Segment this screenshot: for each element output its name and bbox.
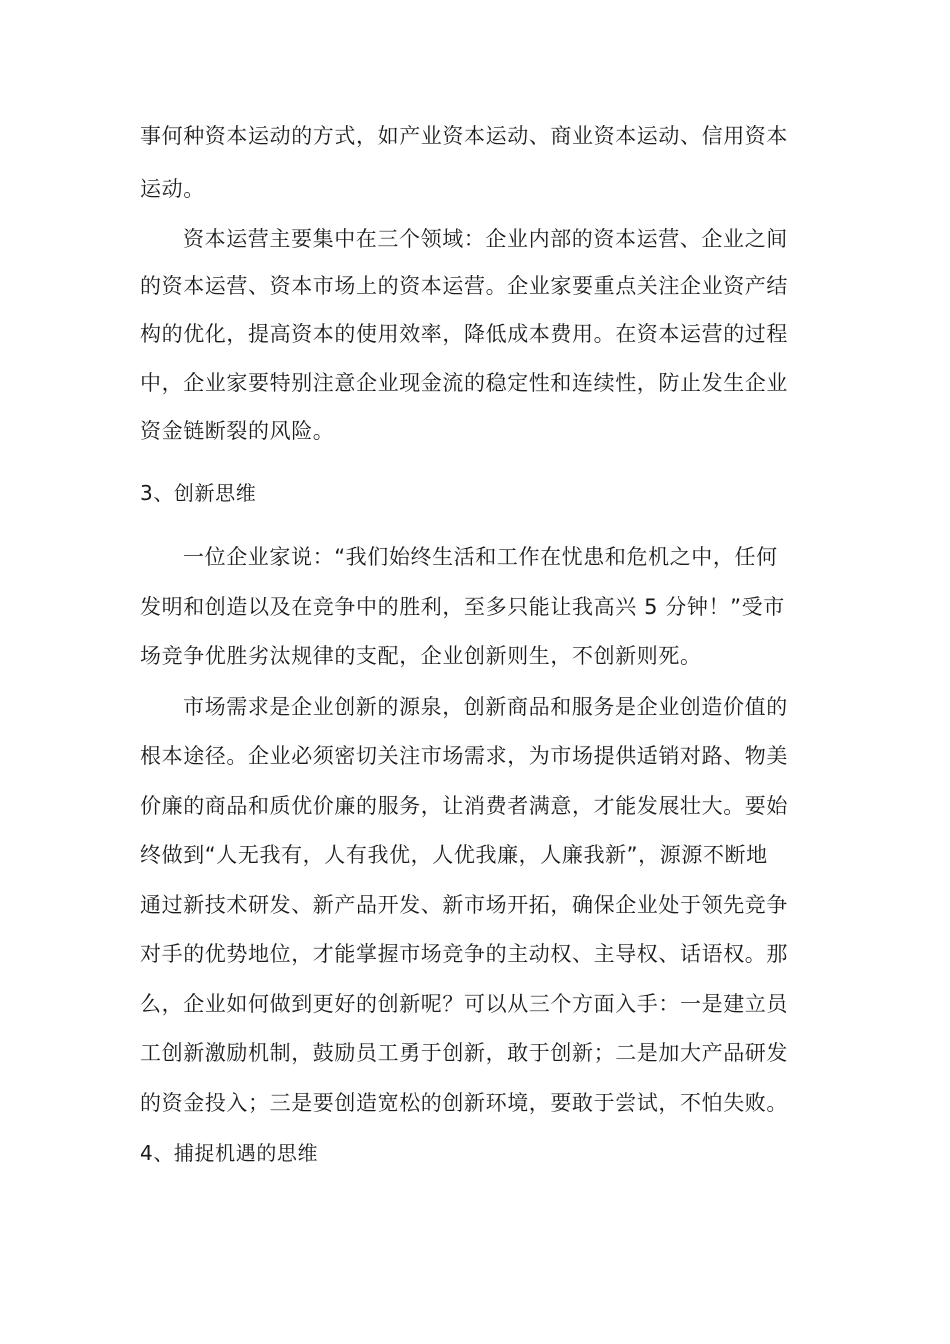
paragraph-line: 运动。 — [140, 177, 205, 201]
paragraph-line: 发明和创造以及在竞争中的胜利，至多只能让我高兴 5 分钟！”受市 — [140, 595, 785, 619]
paragraph-line: 工创新激励机制，鼓励员工勇于创新，敢于创新；二是加大产品研发 — [140, 1041, 788, 1065]
paragraph-line: 构的优化，提高资本的使用效率，降低成本费用。在资本运营的过程 — [140, 322, 788, 346]
paragraph-line: 么，企业如何做到更好的创新呢？可以从三个方面入手：一是建立员 — [140, 992, 788, 1016]
paragraph-line: 中，企业家要特别注意企业现金流的稳定性和连续性，防止发生企业 — [140, 371, 788, 395]
section-heading: 3、创新思维 — [140, 481, 257, 505]
paragraph-line: 价廉的商品和质优价廉的服务，让消费者满意，才能发展壮大。要始 — [140, 794, 788, 818]
paragraph-line: 资本运营主要集中在三个领域：企业内部的资本运营、企业之间 — [183, 227, 788, 251]
paragraph-line: 的资本运营、资本市场上的资本运营。企业家要重点关注企业资产结 — [140, 274, 788, 298]
paragraph-line: 根本途径。企业必须密切关注市场需求，为市场提供适销对路、物美 — [140, 744, 788, 768]
paragraph-line: 终做到“人无我有，人有我优，人优我廉，人廉我新”，源源不断地 — [140, 843, 768, 867]
paragraph-line: 资金链断裂的风险。 — [140, 419, 335, 443]
section-heading: 4、捕捉机遇的思维 — [140, 1141, 319, 1165]
paragraph-line: 事何种资本运动的方式，如产业资本运动、商业资本运动、信用资本 — [140, 124, 788, 148]
paragraph-line: 一位企业家说：“我们始终生活和工作在忧患和危机之中，任何 — [183, 545, 778, 569]
paragraph-line: 对手的优势地位，才能掌握市场竞争的主动权、主导权、话语权。那 — [140, 942, 788, 966]
paragraph-line: 的资金投入；三是要创造宽松的创新环境，要敢于尝试，不怕失败。 — [140, 1091, 788, 1115]
paragraph-line: 通过新技术研发、新产品开发、新市场开拓，确保企业处于领先竞争 — [140, 893, 788, 917]
paragraph-line: 市场需求是企业创新的源泉，创新商品和服务是企业创造价值的 — [183, 695, 788, 719]
paragraph-line: 场竞争优胜劣汰规律的支配，企业创新则生，不创新则死。 — [140, 644, 702, 668]
